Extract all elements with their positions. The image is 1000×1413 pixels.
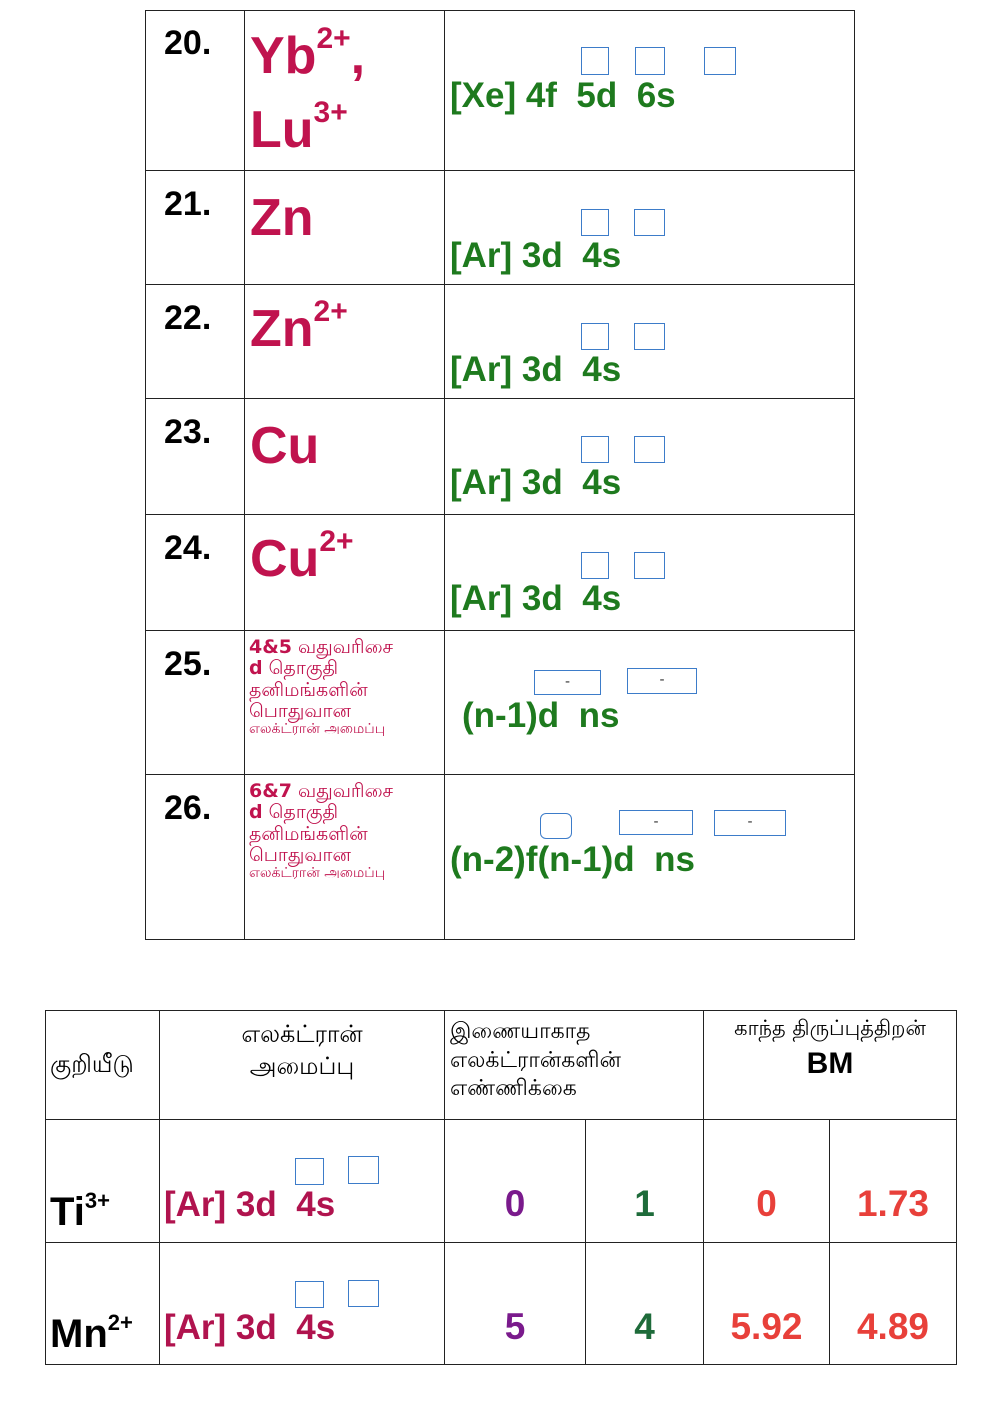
answer-box[interactable]: [634, 209, 665, 236]
answer-box[interactable]: [581, 552, 609, 579]
ion-symbol: $Lu^{3+}$: [250, 96, 348, 159]
answer-box[interactable]: [581, 209, 609, 236]
header-electron-config: எலக்ட்ரான் அமைப்பு: [241, 1020, 363, 1081]
answer-box[interactable]: [348, 1280, 379, 1307]
answer-box[interactable]: -: [714, 810, 786, 836]
row-number: 24.: [164, 529, 212, 567]
answer-box[interactable]: [540, 813, 572, 839]
row-number: 20.: [164, 24, 212, 62]
answer-box[interactable]: [634, 552, 665, 579]
answer-box[interactable]: [581, 436, 609, 463]
header-magnetic-moment: காந்த திருப்புத்திறன் BM: [734, 1016, 926, 1080]
answer-box[interactable]: [295, 1158, 324, 1185]
answer-box[interactable]: [635, 47, 665, 75]
unpaired-option[interactable]: 5: [504, 1306, 526, 1347]
row-number: 21.: [164, 185, 212, 223]
moment-option[interactable]: 4.89: [856, 1306, 929, 1347]
moment-option[interactable]: 1.73: [856, 1183, 929, 1224]
answer-box[interactable]: [295, 1281, 324, 1308]
row-number: 26.: [164, 789, 212, 827]
row-number: 23.: [164, 413, 212, 451]
answer-box[interactable]: -: [627, 668, 697, 694]
answer-box[interactable]: -: [534, 670, 601, 695]
row-number: 22.: [164, 299, 212, 337]
electron-config: [Xe] 4f 5d 6s: [450, 76, 676, 115]
electron-config: [Ar] 3d 4s: [164, 1185, 336, 1224]
ion-symbol: $Yb^{2+}$,: [250, 22, 366, 85]
ion-symbol: Cu: [250, 417, 320, 475]
answer-box[interactable]: [581, 323, 609, 350]
unpaired-option[interactable]: 4: [634, 1306, 655, 1347]
moment-option[interactable]: 5.92: [730, 1306, 803, 1347]
moment-option[interactable]: 0: [756, 1183, 777, 1224]
ion-symbol: $Ti^{3+}$: [50, 1188, 110, 1234]
electron-config: (n-2)f(n-1)d ns: [450, 840, 695, 879]
ion-symbol: $Zn^{2+}$: [250, 295, 348, 358]
answer-box[interactable]: [634, 323, 665, 350]
row-description: 6&7 வதுவரிசை d தொகுதி தனிமங்களின் பொதுவான எலக்ட்ரான் அமைப்பு: [249, 780, 394, 882]
answer-box[interactable]: [581, 47, 609, 75]
electron-config: [Ar] 3d 4s: [450, 236, 622, 275]
unpaired-option[interactable]: 0: [504, 1183, 526, 1224]
ion-symbol: Zn: [250, 189, 314, 247]
header-unpaired-electrons: இணையாகாத எலக்ட்ரான்களின் எண்ணிக்கை: [450, 1019, 621, 1102]
electron-config: (n-1)d ns: [462, 696, 620, 735]
unpaired-option[interactable]: 1: [634, 1183, 655, 1224]
electron-config: [Ar] 3d 4s: [450, 350, 622, 389]
answer-box[interactable]: [348, 1156, 379, 1184]
electron-config: [Ar] 3d 4s: [450, 463, 622, 502]
answer-box[interactable]: -: [619, 810, 693, 835]
electron-config: [Ar] 3d 4s: [450, 579, 622, 618]
row-number: 25.: [164, 645, 212, 683]
electron-config: [Ar] 3d 4s: [164, 1308, 336, 1347]
row-description: 4&5 வதுவரிசை d தொகுதி தனிமங்களின் பொதுவான எலக்ட்ரான் அமைப்பு: [249, 636, 394, 738]
ion-symbol: $Cu^{2+}$: [250, 525, 354, 588]
ion-symbol: $Mn^{2+}$: [50, 1310, 133, 1356]
answer-box[interactable]: [704, 47, 736, 75]
answer-box[interactable]: [634, 436, 665, 463]
header-symbol: குறியீடு: [50, 1050, 134, 1078]
